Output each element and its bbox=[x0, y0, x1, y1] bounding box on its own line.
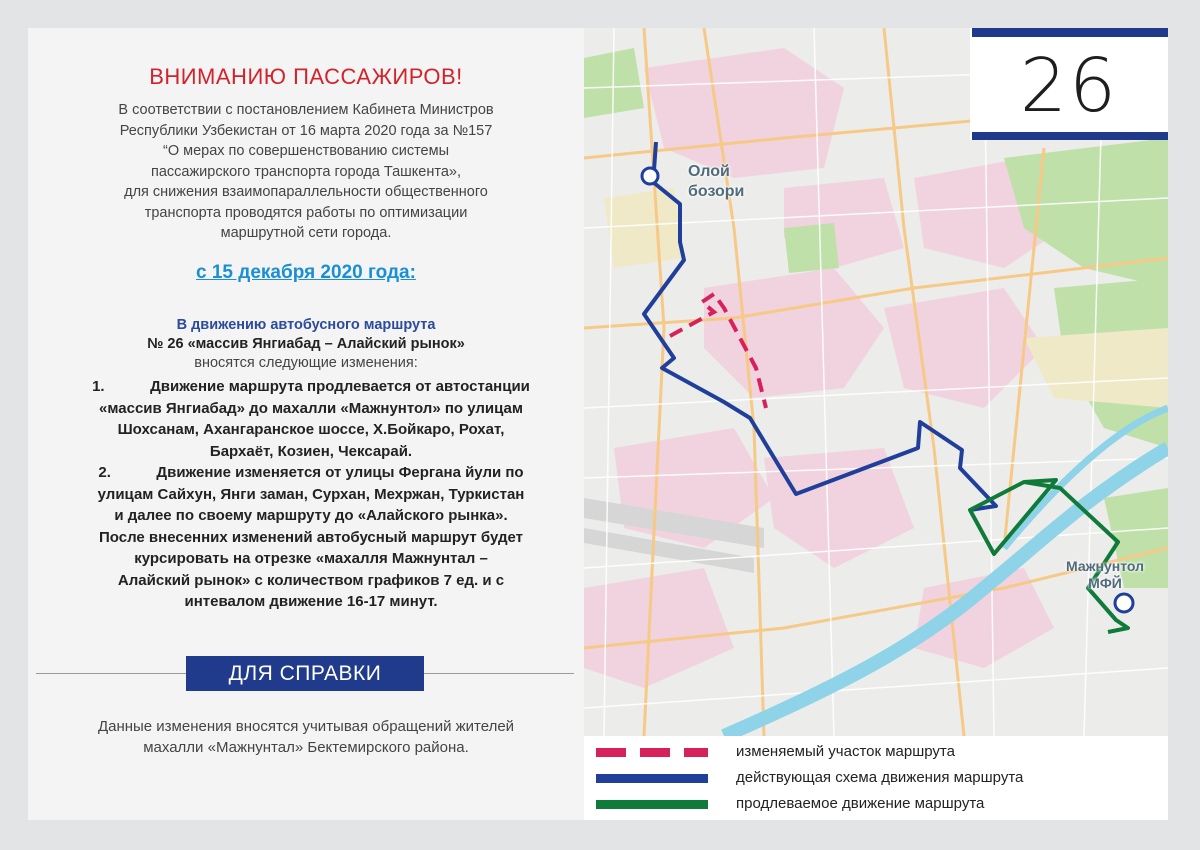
reference-badge: ДЛЯ СПРАВКИ bbox=[186, 656, 424, 691]
note-line: Данные изменения вносятся учитывая обращений жителей bbox=[97, 718, 515, 735]
intro-text bbox=[68, 100, 544, 244]
change-number: 1. bbox=[92, 378, 105, 395]
intro-line: Республики Узбекистан от 16 марта 2020 года за №157 bbox=[119, 122, 493, 139]
start-label-line: бозори bbox=[688, 183, 745, 200]
change-line: курсировать на отрезке «махалля Мажнунтал – bbox=[134, 550, 488, 567]
notice-panel bbox=[28, 28, 584, 820]
change-item-2 bbox=[58, 462, 564, 484]
end-stop-marker bbox=[1115, 594, 1133, 612]
intro-line: для снижения взаимопараллельности общественного bbox=[124, 184, 488, 200]
change-line: Шохсанам, Ахангаранское шоссе, Х.Бойкаро, Рохат, bbox=[117, 421, 505, 438]
change-number: 2. bbox=[98, 464, 111, 481]
reference-note bbox=[28, 716, 584, 758]
route-heading: В движению автобусного маршрута bbox=[176, 317, 436, 333]
change-line: «массив Янгиабад» до махалли «Мажнунтол» по улицам bbox=[99, 399, 523, 417]
badge-bottom-bar bbox=[972, 132, 1168, 140]
change-line: Движение маршрута продлевается от автостанции bbox=[150, 378, 530, 395]
end-stop-label bbox=[1066, 558, 1144, 592]
legend-item-current bbox=[584, 766, 1168, 790]
route-block bbox=[28, 316, 584, 373]
legend-item-changed bbox=[584, 740, 1168, 764]
end-label-line: Мажнунтол bbox=[1066, 558, 1145, 574]
change-line: После внесенних изменений автобусный маршрут будет bbox=[99, 528, 523, 546]
start-label-line: Олой bbox=[688, 163, 730, 180]
change-line: интевалом движение 16-17 минут. bbox=[184, 593, 438, 610]
route-number: 26 bbox=[1019, 43, 1119, 129]
change-line: Алайский рынок» с количеством графиков 7 ед. и с bbox=[117, 571, 505, 589]
route-map bbox=[584, 28, 1168, 820]
change-line: улицам Сайхун, Янги заман, Сурхан, Мехржан, Туркистан bbox=[97, 485, 525, 503]
start-stop-label bbox=[688, 162, 744, 202]
route-name: № 26 «массив Янгиабад – Алайский рынок» bbox=[147, 336, 465, 352]
change-line: Движение изменяется от улицы Фергана йули по bbox=[156, 464, 524, 481]
route-number-badge bbox=[970, 28, 1168, 140]
intro-line: пассажирского транспорта города Ташкента», bbox=[150, 163, 461, 180]
dashed-line-swatch bbox=[596, 748, 708, 757]
badge-top-bar bbox=[972, 28, 1168, 37]
change-item-1 bbox=[58, 376, 564, 398]
legend-label: изменяемый участок маршрута bbox=[736, 743, 955, 760]
intro-line: В соответствии с постановлением Кабинета Министров bbox=[118, 102, 494, 118]
start-stop-marker bbox=[642, 168, 658, 184]
intro-line: “О мерах по совершенствованию системы bbox=[162, 143, 449, 159]
change-line: Бархаёт, Козиен, Чексарай. bbox=[209, 442, 413, 460]
notice-sheet bbox=[28, 28, 1168, 820]
map-legend bbox=[584, 736, 1168, 820]
legend-item-extended bbox=[584, 792, 1168, 816]
note-line: махалли «Мажнунтал» Бектемирского района. bbox=[143, 739, 469, 756]
solid-line-swatch bbox=[596, 800, 708, 809]
solid-line-swatch bbox=[596, 774, 708, 783]
end-label-line: МФЙ bbox=[1088, 575, 1122, 591]
changes-list bbox=[58, 376, 564, 613]
intro-line: маршрутной сети города. bbox=[220, 225, 392, 241]
intro-line: транспорта проводятся работы по оптимизации bbox=[144, 204, 468, 221]
changes-intro: вносятся следующие изменения: bbox=[194, 355, 418, 371]
notice-title: ВНИМАНИЮ ПАССАЖИРОВ! bbox=[149, 64, 463, 89]
legend-label: действующая схема движения маршрута bbox=[736, 769, 1024, 786]
legend-label: продлеваемое движение маршрута bbox=[736, 795, 985, 812]
change-line: и далее по своему маршруту до «Алайского рынка». bbox=[114, 507, 508, 524]
effective-date-heading: с 15 декабря 2020 года: bbox=[196, 262, 416, 283]
